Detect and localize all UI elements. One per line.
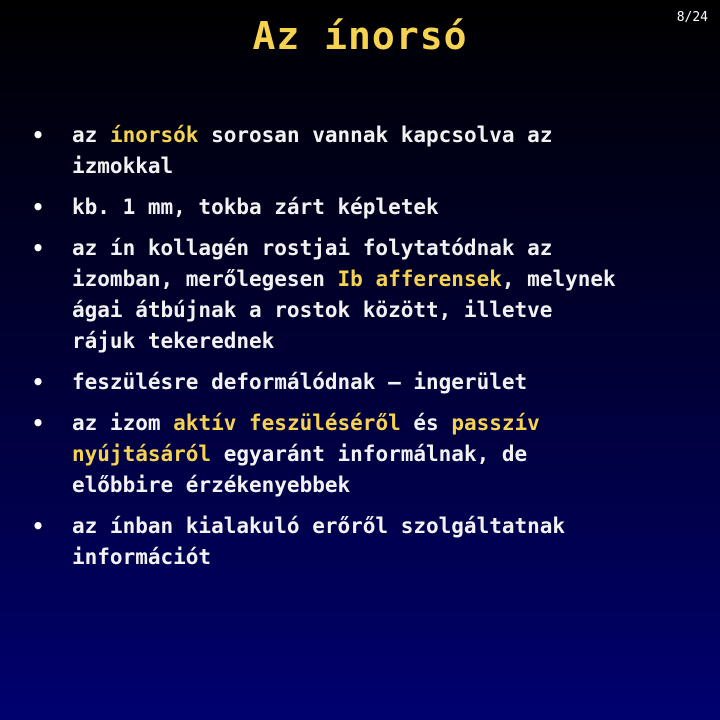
bullet-item bbox=[28, 408, 628, 501]
bullet-marker: • bbox=[32, 514, 45, 538]
bullet-item bbox=[28, 120, 628, 182]
text-segment: sorosan vannak kapcsolva az izmokkal bbox=[72, 123, 553, 178]
bullet-text bbox=[72, 514, 565, 569]
bullet-item bbox=[28, 511, 628, 573]
highlighted-term: passzív nyújtásáról bbox=[72, 411, 540, 466]
bullet-item bbox=[28, 367, 628, 398]
text-segment: , melynek ágai átbújnak a rostok között, illetve rájuk tekerednek bbox=[72, 267, 616, 353]
bullet-item bbox=[28, 192, 628, 223]
highlighted-term: ínorsók bbox=[109, 123, 199, 147]
page-number: 8/24 bbox=[676, 10, 708, 25]
text-segment: az izom bbox=[72, 411, 174, 435]
slide-title: Az ínorsó bbox=[252, 14, 468, 58]
bullet-text bbox=[72, 123, 552, 178]
highlighted-term: aktív feszüléséről bbox=[173, 411, 401, 435]
bullet-marker: • bbox=[32, 411, 45, 435]
text-segment: az ín kollagén rostjai folytatódnak az izomban, merőlegesen bbox=[72, 236, 553, 291]
bullet-marker: • bbox=[32, 123, 45, 147]
bullet-text bbox=[72, 411, 540, 497]
bullet-marker: • bbox=[32, 370, 45, 394]
text-segment: és bbox=[400, 411, 452, 435]
bullet-marker: • bbox=[32, 236, 45, 260]
bullet-text bbox=[72, 370, 527, 394]
bullet-item bbox=[28, 233, 628, 357]
text-segment: kb. 1 mm, tokba zárt képletek bbox=[72, 195, 439, 219]
bullet-text bbox=[72, 236, 616, 353]
text-segment: egyaránt informálnak, de előbbire érzékenyebbek bbox=[72, 442, 528, 497]
bullet-text bbox=[72, 195, 439, 219]
text-segment: az ínban kialakuló erőről szolgáltatnak információt bbox=[72, 514, 566, 569]
text-segment: az bbox=[72, 123, 110, 147]
text-segment: feszülésre deformálódnak – ingerület bbox=[72, 370, 528, 394]
bullet-marker: • bbox=[32, 195, 45, 219]
bullet-list bbox=[28, 120, 628, 583]
highlighted-term: Ib afferensek bbox=[337, 267, 502, 291]
